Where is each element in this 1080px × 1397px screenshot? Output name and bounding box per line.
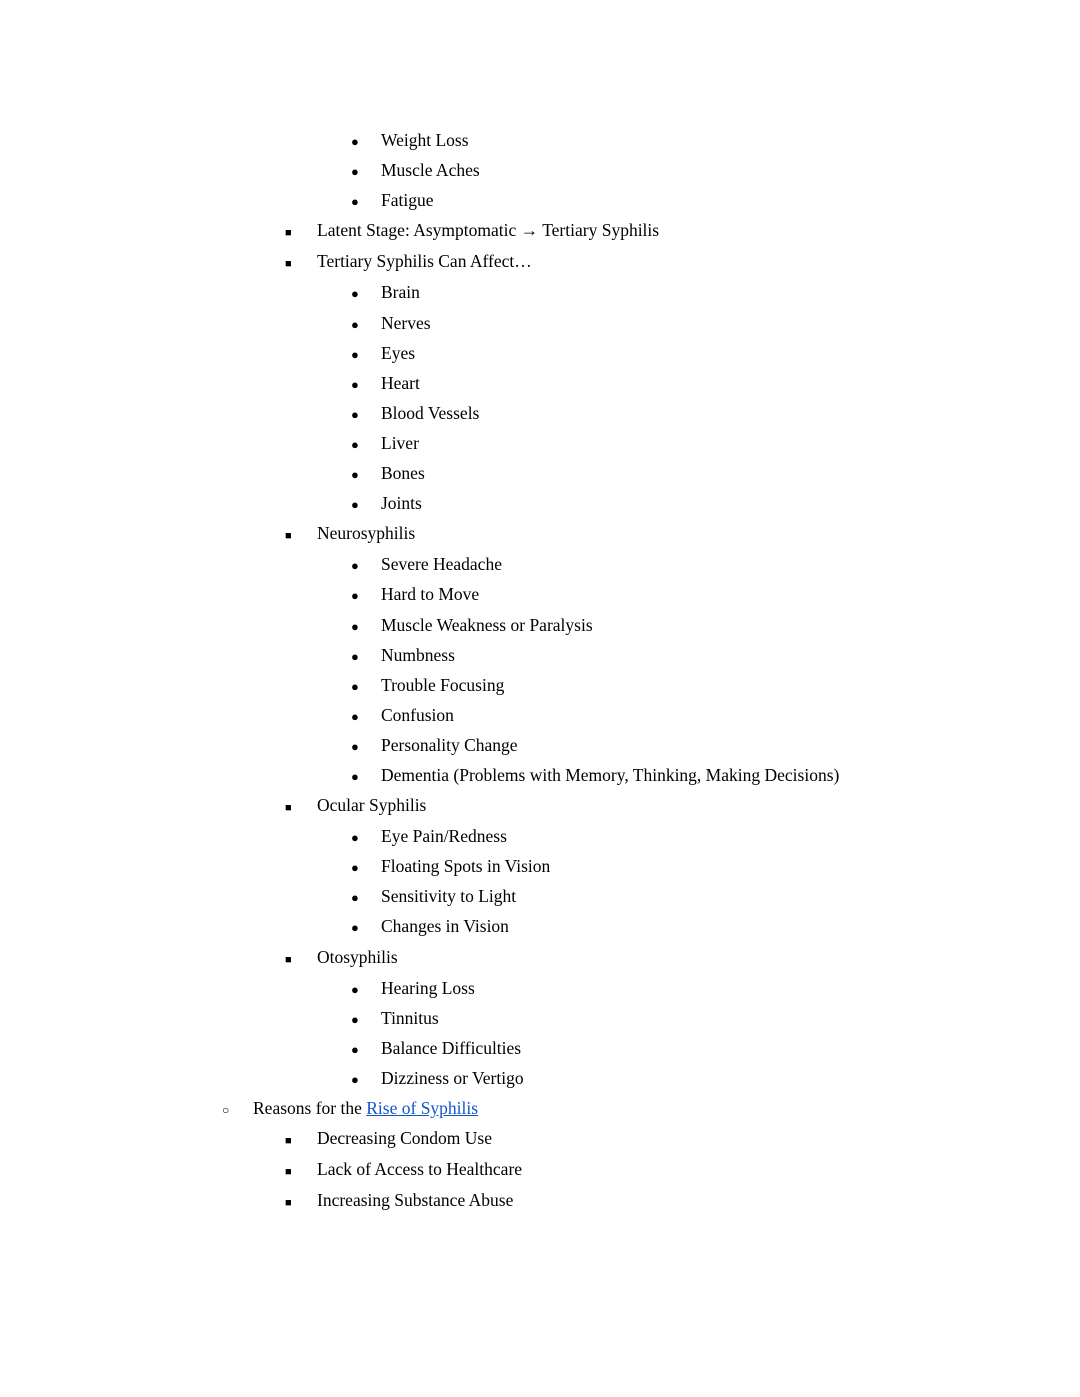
list-item-text: Ocular Syphilis: [317, 795, 427, 816]
list-item: [0, 852, 1080, 882]
bullet-disc-icon: ●: [351, 194, 359, 210]
list-item: [0, 1186, 1080, 1217]
bullet-disc-icon: ●: [351, 981, 359, 997]
bullet-disc-icon: ●: [351, 467, 359, 483]
list-item: [0, 339, 1080, 369]
list-item-text: Blood Vessels: [381, 402, 480, 423]
list-item-text: Fatigue: [381, 190, 434, 211]
list-item-text: Hearing Loss: [381, 977, 475, 998]
list-item-text: Neurosyphilis: [317, 523, 416, 544]
bullet-square-icon: ■: [285, 227, 292, 240]
list-item: [0, 1155, 1080, 1186]
list-item: [0, 489, 1080, 519]
bullet-disc-icon: ●: [351, 588, 359, 604]
list-item-text: Eye Pain/Redness: [381, 826, 507, 847]
list-item: [0, 156, 1080, 186]
bullet-square-icon: ■: [285, 1166, 292, 1179]
list-item: [0, 429, 1080, 459]
bullet-disc-icon: ●: [351, 920, 359, 936]
list-item: [0, 369, 1080, 399]
list-item-text: Muscle Weakness or Paralysis: [381, 614, 593, 635]
bullet-disc-icon: ●: [351, 376, 359, 392]
list-item: [0, 459, 1080, 489]
bullet-disc-icon: ●: [351, 134, 359, 149]
list-item: [0, 761, 1080, 791]
list-item-text: Tertiary Syphilis Can Affect…: [317, 251, 532, 272]
list-item: [0, 791, 1080, 822]
list-item: [0, 278, 1080, 308]
list-item: [0, 912, 1080, 942]
bullet-disc-icon: ●: [351, 406, 359, 422]
list-item-text: Trouble Focusing: [381, 674, 505, 695]
bullet-disc-icon: ●: [351, 890, 359, 906]
bullet-square-icon: ■: [285, 530, 292, 543]
list-item: [0, 186, 1080, 216]
bullet-disc-icon: ●: [351, 618, 359, 634]
bullet-disc-icon: ●: [351, 436, 359, 452]
list-item-text: [253, 1094, 478, 1122]
list-item-text: Heart: [381, 372, 420, 393]
list-item-text: Decreasing Condom Use: [317, 1128, 492, 1149]
bullet-disc-icon: ●: [351, 286, 359, 302]
bullet-disc-icon: ●: [351, 860, 359, 876]
list-item-text: Floating Spots in Vision: [381, 856, 551, 877]
list-item: [0, 641, 1080, 671]
list-item-text: Liver: [381, 432, 419, 453]
list-item: [0, 731, 1080, 761]
list-item-text: Brain: [381, 282, 420, 303]
list-item-text: Tinnitus: [381, 1007, 439, 1028]
rise-of-syphilis-link[interactable]: Rise of Syphilis: [366, 1098, 479, 1118]
list-item: [0, 1124, 1080, 1155]
list-item: [0, 611, 1080, 641]
list-item-text: Bones: [381, 463, 425, 484]
bullet-disc-icon: ●: [351, 346, 359, 362]
list-item: [0, 1064, 1080, 1094]
bullet-disc-icon: ●: [351, 1011, 359, 1027]
bullet-disc-icon: ●: [351, 558, 359, 574]
list-item-text: Sensitivity to Light: [381, 886, 517, 907]
bullet-disc-icon: ●: [351, 738, 359, 754]
list-item-text: Increasing Substance Abuse: [317, 1190, 514, 1211]
bullet-disc-icon: ●: [351, 768, 359, 784]
bullet-disc-icon: ●: [351, 648, 359, 664]
bullet-square-icon: ■: [285, 802, 292, 815]
list-item-text: Numbness: [381, 644, 455, 665]
list-item: [0, 519, 1080, 550]
bullet-disc-icon: ●: [351, 164, 359, 180]
list-item: [0, 882, 1080, 912]
bullet-square-icon: ■: [285, 1135, 292, 1148]
list-item-text: Hard to Move: [381, 584, 480, 605]
bullet-square-icon: ■: [285, 258, 292, 271]
list-item-text: Confusion: [381, 704, 454, 725]
list-item-text: Lack of Access to Healthcare: [317, 1159, 523, 1180]
bullet-disc-icon: ●: [351, 708, 359, 724]
list-item: [0, 1094, 1080, 1124]
bullet-disc-icon: ●: [351, 1041, 359, 1057]
list-item-text: Joints: [381, 493, 422, 514]
list-item: [0, 701, 1080, 731]
list-item-text: Dementia (Problems with Memory, Thinking, Making Decisions): [381, 764, 840, 785]
list-item: [0, 974, 1080, 1004]
list-item: [0, 247, 1080, 278]
list-item: [0, 399, 1080, 429]
bullet-disc-icon: ●: [351, 316, 359, 332]
list-item-text-before-link: Reasons for the: [253, 1098, 367, 1118]
list-item: [0, 580, 1080, 610]
bullet-disc-icon: ●: [351, 497, 359, 513]
list-item-text: Personality Change: [381, 734, 518, 755]
list-item: [0, 1034, 1080, 1064]
bullet-disc-icon: ●: [351, 678, 359, 694]
list-item-text: Changes in Vision: [381, 916, 509, 937]
list-item-text: Muscle Aches: [381, 160, 480, 181]
list-item-text: Dizziness or Vertigo: [381, 1067, 524, 1088]
bullet-square-icon: ■: [285, 953, 292, 966]
list-item-text: Otosyphilis: [317, 946, 398, 967]
list-item: [0, 216, 1080, 247]
list-item: [0, 1004, 1080, 1034]
list-item-text: Severe Headache: [381, 554, 502, 575]
list-item: [0, 943, 1080, 974]
list-item: [0, 671, 1080, 701]
list-item: [0, 550, 1080, 580]
list-item-text: Latent Stage: Asymptomatic → Tertiary Syphilis: [317, 220, 660, 241]
list-item: [0, 126, 1080, 156]
list-item: [0, 309, 1080, 339]
list-item-text: Eyes: [381, 342, 416, 363]
list-item-text: Balance Difficulties: [381, 1037, 522, 1058]
bullet-circle-icon: ○: [222, 1103, 230, 1117]
outline-list: [0, 126, 1080, 1217]
list-item-text: Weight Loss: [381, 130, 469, 150]
list-item-text: Nerves: [381, 312, 431, 333]
bullet-disc-icon: ●: [351, 830, 359, 846]
list-item: [0, 822, 1080, 852]
bullet-disc-icon: ●: [351, 1071, 359, 1087]
bullet-square-icon: ■: [285, 1197, 292, 1210]
